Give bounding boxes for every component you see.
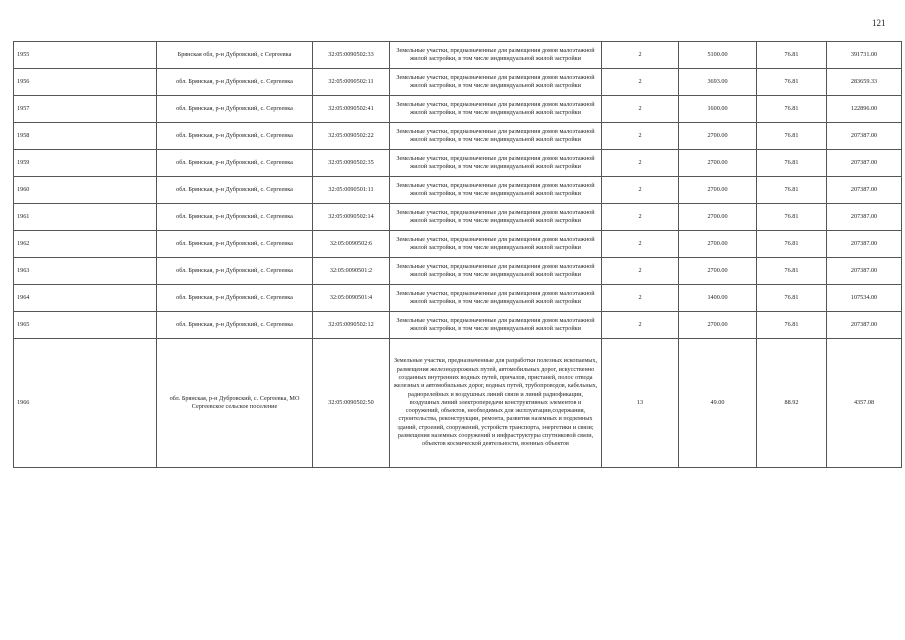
cell-addr: обл. Брянская, р-н Дубровский, с. Сергеевка <box>157 258 313 285</box>
cell-value: 207387.00 <box>827 150 902 177</box>
cell-area: 2700.00 <box>679 177 757 204</box>
table-row <box>14 312 902 339</box>
cell-rate: 76.81 <box>757 42 827 69</box>
cell-value: 107534.00 <box>827 285 902 312</box>
cell-use: Земельные участки, предназначенные для разработки полезных ископаемых, размещения железнодорожных путей, автомобильных дорог, искусственно созданных внутренних водных путей, причалов, пристаней, полос отвода железных и автомобильных дорог, водных путей, трубопроводов, кабельных, радиорелейных и воздушных линий связи и линий радиофикации, воздушных линий электропередачи конструктивных элементов и сооружений, объектов, необходимых для эксплуатации,содержания, строительства, реконструкции, ремонта, развития наземных и подземных зданий, строений, сооружений, устройств транспорта, энергетики и связи; размещения наземных сооружений и инфраструктуры спутниковой связи, объектов космической деятельности, военных объектов <box>390 339 602 468</box>
cell-area: 2700.00 <box>679 150 757 177</box>
cell-cad: 32:05:0090501:2 <box>313 258 390 285</box>
cell-value: 207387.00 <box>827 258 902 285</box>
cell-num: 1960 <box>14 177 157 204</box>
cell-num: 1956 <box>14 69 157 96</box>
cell-addr: обл. Брянская, р-н Дубровский, с. Сергеевка <box>157 285 313 312</box>
cell-rate: 76.81 <box>757 204 827 231</box>
cell-cat: 2 <box>602 69 679 96</box>
cell-use: Земельные участки, предназначенные для размещения домов малоэтажной жилой застройки, в том числе индивидуальной жилой застройки <box>390 150 602 177</box>
cell-num: 1955 <box>14 42 157 69</box>
cell-area: 2700.00 <box>679 258 757 285</box>
cell-cad: 32:05:0090501:4 <box>313 285 390 312</box>
cell-addr: Брянская обл, р-н Дубровский, с Сергеевка <box>157 42 313 69</box>
cell-num: 1959 <box>14 150 157 177</box>
cell-cat: 2 <box>602 177 679 204</box>
cell-use: Земельные участки, предназначенные для размещения домов малоэтажной жилой застройки, в том числе индивидуальной жилой застройки <box>390 42 602 69</box>
cell-num: 1957 <box>14 96 157 123</box>
table-row <box>14 42 902 69</box>
cell-cat: 2 <box>602 312 679 339</box>
cell-rate: 88.92 <box>757 339 827 468</box>
table-row <box>14 150 902 177</box>
cell-cat: 2 <box>602 258 679 285</box>
cell-rate: 76.81 <box>757 231 827 258</box>
cell-use: Земельные участки, предназначенные для размещения домов малоэтажной жилой застройки, в том числе индивидуальной жилой застройки <box>390 285 602 312</box>
cell-rate: 76.81 <box>757 285 827 312</box>
cell-addr: обл. Брянская, р-н Дубровский, с. Сергеевка <box>157 123 313 150</box>
cell-use: Земельные участки, предназначенные для размещения домов малоэтажной жилой застройки, в том числе индивидуальной жилой застройки <box>390 231 602 258</box>
cell-addr: обл. Брянская, р-н Дубровский, с. Сергеевка <box>157 177 313 204</box>
cell-value: 391731.00 <box>827 42 902 69</box>
cell-num: 1958 <box>14 123 157 150</box>
cell-addr: обл. Брянская, р-н Дубровский, с. Сергеевка <box>157 150 313 177</box>
cell-rate: 76.81 <box>757 123 827 150</box>
cell-area: 5100.00 <box>679 42 757 69</box>
cell-value: 4357.08 <box>827 339 902 468</box>
cell-use: Земельные участки, предназначенные для размещения домов малоэтажной жилой застройки, в том числе индивидуальной жилой застройки <box>390 96 602 123</box>
cell-num: 1965 <box>14 312 157 339</box>
cell-cat: 13 <box>602 339 679 468</box>
table-row <box>14 96 902 123</box>
cell-cat: 2 <box>602 285 679 312</box>
cell-area: 2700.00 <box>679 312 757 339</box>
table-row <box>14 69 902 96</box>
cell-rate: 76.81 <box>757 69 827 96</box>
cell-cad: 32:05:0090502:22 <box>313 123 390 150</box>
cell-area: 49.00 <box>679 339 757 468</box>
table-row <box>14 339 902 468</box>
cell-rate: 76.81 <box>757 96 827 123</box>
cell-cad: 32:05:0090502:50 <box>313 339 390 468</box>
cell-cad: 32:05:0090502:41 <box>313 96 390 123</box>
cell-addr: обл. Брянская, р-н Дубровский, с. Сергеевка <box>157 96 313 123</box>
cell-cad: 32:05:0090502:35 <box>313 150 390 177</box>
cell-cad: 32:05:0090502:11 <box>313 69 390 96</box>
table-row <box>14 204 902 231</box>
cell-cat: 2 <box>602 231 679 258</box>
cell-value: 283659.33 <box>827 69 902 96</box>
cell-num: 1961 <box>14 204 157 231</box>
table-row <box>14 231 902 258</box>
cell-value: 207387.00 <box>827 231 902 258</box>
cell-area: 1600.00 <box>679 96 757 123</box>
cell-cat: 2 <box>602 96 679 123</box>
cell-rate: 76.81 <box>757 258 827 285</box>
table-row <box>14 123 902 150</box>
cell-use: Земельные участки, предназначенные для размещения домов малоэтажной жилой застройки, в том числе индивидуальной жилой застройки <box>390 69 602 96</box>
table-row <box>14 177 902 204</box>
cell-addr: обл. Брянская, р-н Дубровский, с. Сергеевка, МО Сергеевское сельское поселение <box>157 339 313 468</box>
cell-cat: 2 <box>602 42 679 69</box>
cell-value: 207387.00 <box>827 123 902 150</box>
cell-cat: 2 <box>602 150 679 177</box>
table-row <box>14 258 902 285</box>
cell-rate: 76.81 <box>757 312 827 339</box>
land-registry-table <box>13 41 902 468</box>
cell-area: 2700.00 <box>679 123 757 150</box>
cell-use: Земельные участки, предназначенные для размещения домов малоэтажной жилой застройки, в том числе индивидуальной жилой застройки <box>390 177 602 204</box>
cell-cad: 32:05:0090502:14 <box>313 204 390 231</box>
cell-cat: 2 <box>602 204 679 231</box>
cell-num: 1964 <box>14 285 157 312</box>
page-number: 121 <box>872 18 886 28</box>
cell-cad: 32:05:0090501:11 <box>313 177 390 204</box>
cell-value: 122896.00 <box>827 96 902 123</box>
table-row <box>14 285 902 312</box>
cell-use: Земельные участки, предназначенные для размещения домов малоэтажной жилой застройки, в том числе индивидуальной жилой застройки <box>390 123 602 150</box>
cell-num: 1962 <box>14 231 157 258</box>
cell-addr: обл. Брянская, р-н Дубровский, с. Сергеевка <box>157 204 313 231</box>
cell-addr: обл. Брянская, р-н Дубровский, с. Сергеевка <box>157 312 313 339</box>
cell-area: 3693.00 <box>679 69 757 96</box>
cell-area: 1400.00 <box>679 285 757 312</box>
cell-cad: 32:05:0090502:33 <box>313 42 390 69</box>
cell-addr: обл. Брянская, р-н Дубровский, с. Сергеевка <box>157 231 313 258</box>
cell-area: 2700.00 <box>679 231 757 258</box>
cell-use: Земельные участки, предназначенные для размещения домов малоэтажной жилой застройки, в том числе индивидуальной жилой застройки <box>390 204 602 231</box>
cell-value: 207387.00 <box>827 312 902 339</box>
cell-num: 1963 <box>14 258 157 285</box>
cell-use: Земельные участки, предназначенные для размещения домов малоэтажной жилой застройки, в том числе индивидуальной жилой застройки <box>390 312 602 339</box>
cell-rate: 76.81 <box>757 177 827 204</box>
cell-use: Земельные участки, предназначенные для размещения домов малоэтажной жилой застройки, в том числе индивидуальной жилой застройки <box>390 258 602 285</box>
cell-cat: 2 <box>602 123 679 150</box>
cell-value: 207387.00 <box>827 204 902 231</box>
cell-value: 207387.00 <box>827 177 902 204</box>
cell-cad: 32:05:0090502:12 <box>313 312 390 339</box>
cell-rate: 76.81 <box>757 150 827 177</box>
cell-addr: обл. Брянская, р-н Дубровский, с. Сергеевка <box>157 69 313 96</box>
cell-cad: 32:05:0090502:6 <box>313 231 390 258</box>
cell-num: 1966 <box>14 339 157 468</box>
cell-area: 2700.00 <box>679 204 757 231</box>
